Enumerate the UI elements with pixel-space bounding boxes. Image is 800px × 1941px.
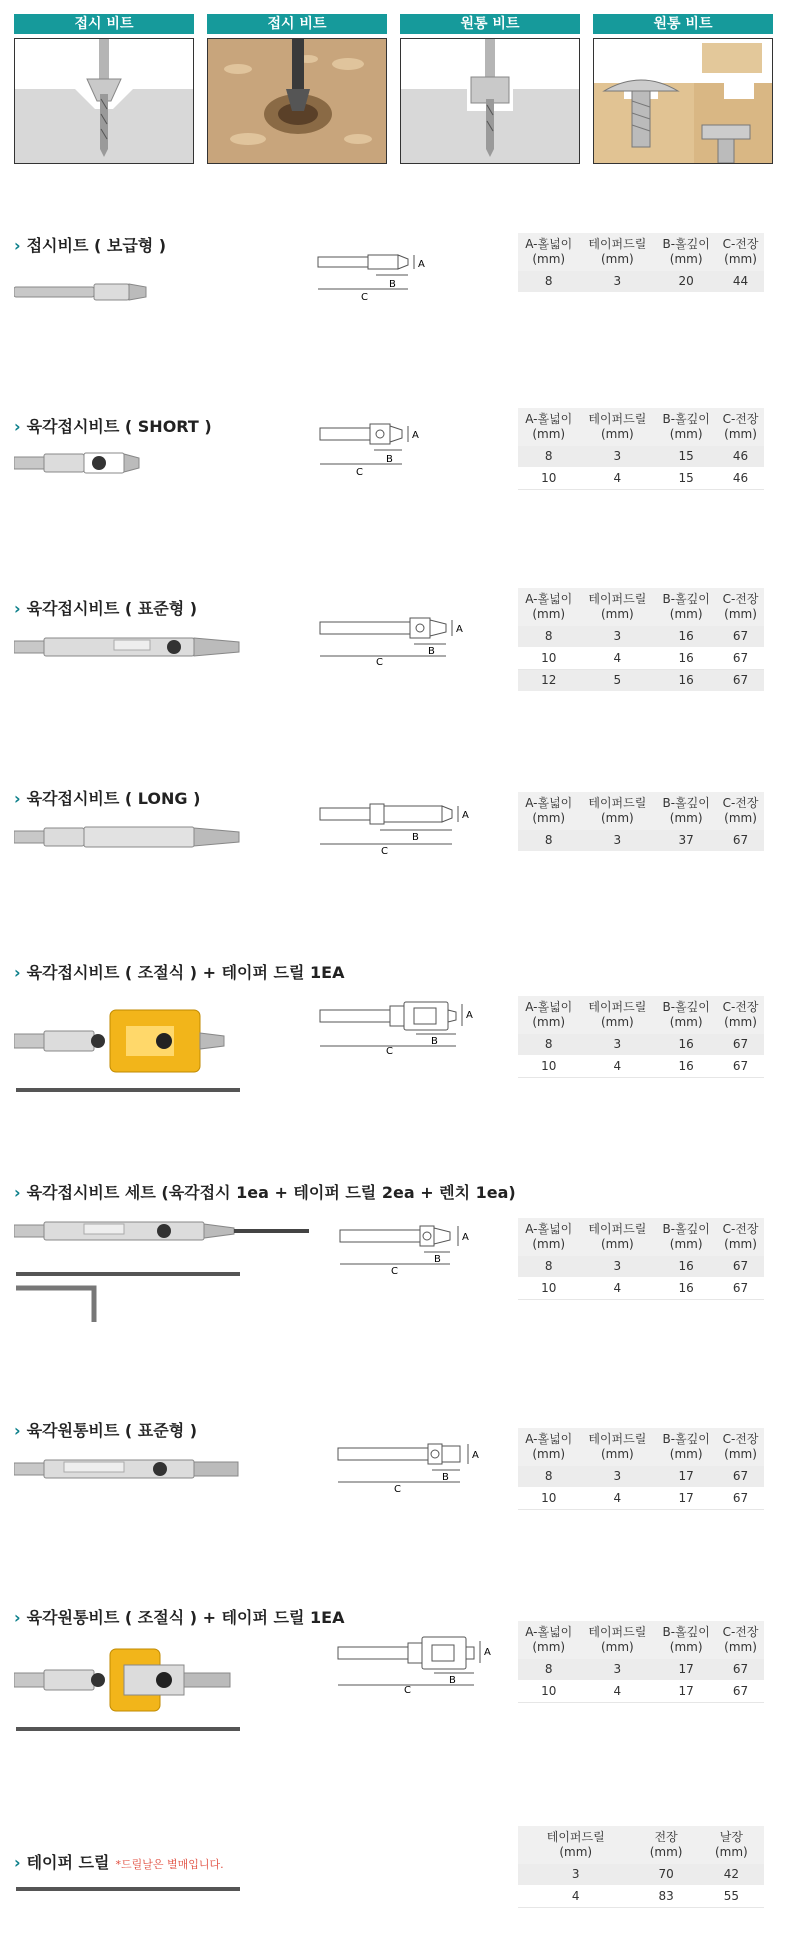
header-drill: 테이퍼드릴 (mm) [579,1428,655,1466]
chevron-right-icon: › [14,963,21,982]
header-a: A-홀넓이 (mm) [518,1428,579,1466]
dimension-a-label: A [418,259,425,270]
header-a: A-홀넓이 (mm) [518,588,579,626]
cell: 3 [579,830,655,852]
dimension-c-label: C [386,1046,393,1054]
cell: 16 [655,1256,717,1278]
dimension-a-label: A [456,624,463,635]
dimension-a-label: A [484,1647,491,1658]
cell: 3 [579,1466,655,1488]
section-title-text: 육각접시비트 ( SHORT ) [26,417,212,436]
chevron-right-icon: › [14,1183,21,1202]
cell: 10 [518,1278,579,1300]
dimension-b-label: B [389,279,396,290]
header-b: B-홀깊이 (mm) [655,996,717,1034]
banner-countersink-1 [14,14,194,164]
dimension-diagram [316,251,436,301]
chevron-right-icon: › [14,599,21,618]
cell: 3 [579,1034,655,1056]
dimension-a-label: A [462,810,469,821]
header-b: B-홀깊이 (mm) [655,233,717,271]
cell: 8 [518,1466,579,1488]
header-c: C-전장 (mm) [717,996,764,1034]
wood-chips-photo [207,38,387,164]
section-title [14,1850,224,1873]
countersink-bit-photo [14,277,174,307]
table-row [518,1488,764,1510]
header-drill: 테이퍼드릴 (mm) [579,588,655,626]
table-row [518,1681,764,1703]
spec-table [518,233,764,293]
banner-counterbore-1 [400,14,580,164]
section-title [14,414,212,437]
table-row [518,468,764,490]
section-title [14,960,344,983]
cell: 10 [518,1488,579,1510]
cell: 8 [518,1034,579,1056]
table-row [518,1466,764,1488]
cell: 46 [717,468,764,490]
section-title [14,1180,516,1203]
dimension-b-label: B [449,1675,456,1686]
table-row [518,446,764,468]
cell: 8 [518,830,579,852]
header-b: B-홀깊이 (mm) [655,408,717,446]
banner-label: 원통 비트 [400,14,580,34]
header-b: B-홀깊이 (mm) [655,1218,717,1256]
header-drill: 테이퍼드릴 (mm) [579,792,655,830]
chevron-right-icon: › [14,1853,21,1872]
section-title-text: 육각접시비트 ( 표준형 ) [26,599,198,618]
spec-table [518,792,764,852]
dimension-a-label: A [466,1010,473,1021]
cell: 67 [717,1034,764,1056]
cell: 8 [518,446,579,468]
header-a: A-홀넓이 (mm) [518,408,579,446]
header-c: C-전장 (mm) [717,233,764,271]
table-row [518,1256,764,1278]
cell: 16 [655,648,717,670]
dimension-diagram [336,1218,496,1274]
table-row [518,1886,764,1908]
hex-countersink-long-photo [14,822,244,852]
dimension-b-label: B [428,646,435,657]
banner-counterbore-2 [593,14,773,164]
countersink-cross-section-image [14,38,194,164]
header-c: C-전장 (mm) [717,588,764,626]
chevron-right-icon: › [14,1421,21,1440]
cell: 10 [518,1681,579,1703]
cell: 70 [633,1864,698,1886]
table-row [518,1056,764,1078]
header-a: A-홀넓이 (mm) [518,792,579,830]
dimension-diagram [316,998,476,1054]
banner-label: 원통 비트 [593,14,773,34]
section-title [14,596,197,619]
header-c: C-전장 (mm) [717,1428,764,1466]
header-flute: 날장 (mm) [699,1826,764,1864]
dimension-diagram [316,418,446,478]
cell: 17 [655,1659,717,1681]
section-title [14,1418,197,1441]
section-title-text: 육각원통비트 ( 조절식 ) + 테이퍼 드릴 1EA [26,1608,345,1627]
header-length: 전장 (mm) [633,1826,698,1864]
cell: 67 [717,1278,764,1300]
table-row [518,626,764,648]
cell: 4 [579,1056,655,1078]
cell: 3 [579,446,655,468]
section-title-text: 육각접시비트 ( LONG ) [26,789,201,808]
hex-counterbore-standard-photo [14,1454,244,1484]
header-b: B-홀깊이 (mm) [655,1428,717,1466]
table-row [518,1864,764,1886]
dimension-c-label: C [394,1484,401,1492]
chevron-right-icon: › [14,1608,21,1627]
banner-label: 접시 비트 [207,14,387,34]
cell: 16 [655,1034,717,1056]
cell: 10 [518,648,579,670]
dimension-a-label: A [462,1232,469,1243]
cell: 8 [518,1659,579,1681]
chevron-right-icon: › [14,789,21,808]
dimension-c-label: C [356,467,363,478]
cell: 4 [579,468,655,490]
spec-table [518,1621,764,1703]
header-drill: 테이퍼드릴 (mm) [579,233,655,271]
dimension-c-label: C [404,1685,411,1693]
table-row [518,1278,764,1300]
dimension-a-label: A [412,430,419,441]
cell: 4 [518,1886,633,1908]
section-title-text: 육각원통비트 ( 표준형 ) [26,1421,198,1440]
cell: 42 [699,1864,764,1886]
cell: 67 [717,1056,764,1078]
cell: 4 [579,648,655,670]
header-a: A-홀넓이 (mm) [518,1621,579,1659]
dimension-a-label: A [472,1450,479,1461]
cell: 46 [717,446,764,468]
table-row [518,1659,764,1681]
cell: 12 [518,670,579,692]
dimension-b-label: B [434,1254,441,1265]
spec-table [518,1218,764,1300]
cell: 44 [717,271,764,293]
cell: 4 [579,1681,655,1703]
dimension-diagram [316,610,476,666]
header-b: B-홀깊이 (mm) [655,588,717,626]
cell: 16 [655,626,717,648]
cell: 67 [717,1681,764,1703]
taper-spec-table [518,1826,764,1908]
dimension-b-label: B [386,454,393,465]
chevron-right-icon: › [14,236,21,255]
section-title [14,786,200,809]
cell: 37 [655,830,717,852]
cell: 10 [518,1056,579,1078]
cell: 8 [518,271,579,293]
header-a: A-홀넓이 (mm) [518,233,579,271]
header-c: C-전장 (mm) [717,1621,764,1659]
cell: 5 [579,670,655,692]
header-c: C-전장 (mm) [717,1218,764,1256]
table-row [518,1034,764,1056]
cell: 67 [717,830,764,852]
cell: 16 [655,1278,717,1300]
cell: 10 [518,468,579,490]
chevron-right-icon: › [14,417,21,436]
header-taper: 테이퍼드릴 (mm) [518,1826,633,1864]
cell: 67 [717,1659,764,1681]
dimension-b-label: B [442,1472,449,1483]
screw-in-wood-image [593,38,773,164]
countersink-set-photo [14,1216,314,1326]
dimension-c-label: C [381,846,388,856]
dimension-b-label: B [412,832,419,843]
cell: 20 [655,271,717,293]
cell: 3 [579,271,655,293]
dimension-diagram [334,1633,494,1693]
cell: 4 [579,1278,655,1300]
header-c: C-전장 (mm) [717,408,764,446]
cell: 8 [518,1256,579,1278]
adjustable-countersink-with-drill-photo [14,1006,244,1096]
banner-countersink-2 [207,14,387,164]
cell: 17 [655,1681,717,1703]
table-row [518,670,764,692]
dimension-diagram [316,800,476,856]
cell: 67 [717,1256,764,1278]
cell: 67 [717,1466,764,1488]
header-drill: 테이퍼드릴 (mm) [579,408,655,446]
section-title [14,1605,344,1628]
header-c: C-전장 (mm) [717,792,764,830]
spec-table [518,408,764,490]
dimension-diagram [334,1436,494,1492]
cell: 67 [717,1488,764,1510]
cell: 3 [579,1256,655,1278]
header-b: B-홀깊이 (mm) [655,1621,717,1659]
dimension-c-label: C [391,1266,398,1274]
cell: 55 [699,1886,764,1908]
cell: 8 [518,626,579,648]
section-title-text: 육각접시비트 세트 (육각접시 1ea + 테이퍼 드릴 2ea + 렌치 1ea) [26,1183,516,1202]
section-title-text: 테이퍼 드릴 [26,1853,110,1872]
header-drill: 테이퍼드릴 (mm) [579,996,655,1034]
table-row [518,648,764,670]
cell: 15 [655,468,717,490]
hex-countersink-standard-photo [14,632,244,662]
table-row [518,830,764,852]
cell: 3 [579,1659,655,1681]
header-a: A-홀넓이 (mm) [518,1218,579,1256]
header-drill: 테이퍼드릴 (mm) [579,1621,655,1659]
cell: 83 [633,1886,698,1908]
adjustable-counterbore-with-drill-photo [14,1645,244,1735]
dimension-c-label: C [376,657,383,666]
cell: 67 [717,626,764,648]
taper-drill-photo [14,1884,244,1894]
section-title [14,233,166,256]
cell: 17 [655,1466,717,1488]
hex-countersink-short-photo [14,448,174,478]
spec-table [518,588,764,692]
table-row [518,271,764,293]
spec-table [518,996,764,1078]
sold-separately-note: *드릴날은 별매입니다. [115,1858,224,1871]
cell: 3 [579,626,655,648]
cell: 17 [655,1488,717,1510]
spec-table [518,1428,764,1510]
section-title-text: 접시비트 ( 보급형 ) [26,236,167,255]
dimension-c-label: C [361,292,368,301]
dimension-b-label: B [431,1036,438,1047]
header-b: B-홀깊이 (mm) [655,792,717,830]
header-a: A-홀넓이 (mm) [518,996,579,1034]
cell: 15 [655,446,717,468]
top-banner-row [14,14,774,164]
cell: 16 [655,1056,717,1078]
cell: 67 [717,648,764,670]
header-drill: 테이퍼드릴 (mm) [579,1218,655,1256]
cell: 67 [717,670,764,692]
section-title-text: 육각접시비트 ( 조절식 ) + 테이퍼 드릴 1EA [26,963,345,982]
banner-label: 접시 비트 [14,14,194,34]
cell: 16 [655,670,717,692]
cell: 3 [518,1864,633,1886]
counterbore-cross-section-image [400,38,580,164]
cell: 4 [579,1488,655,1510]
